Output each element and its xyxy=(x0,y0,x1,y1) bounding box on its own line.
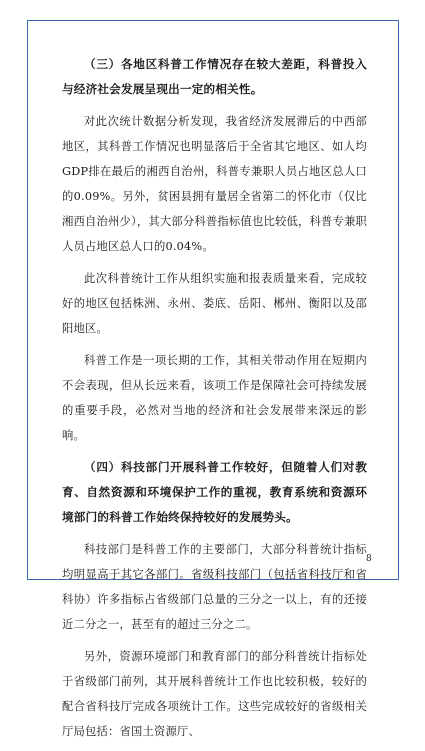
document-body xyxy=(62,52,367,751)
section-heading-4: （四）科技部门开展科普工作较好，但随着人们对教育、自然资源和环境保护工作的重视，教育系统和资源环境部门的科普工作始终保持较好的发展势头。 xyxy=(62,460,367,524)
paragraph-5: 另外，资源环境部门和教育部门的部分科普统计指标处于省级部门前列，其开展科普统计工作也比较积极，较好的配合省科技厅完成各项统计工作。这些完成较好的省级相关厅局包括：省国土资源厅、 xyxy=(62,650,367,738)
paragraph-4: 科技部门是科普工作的主要部门，大部分科普统计指标均明显高于其它各部门。省级科技部门（包括省科技厅和省科协）许多指标占省级部门总量的三分之一以上，有的还接近二分之一，甚至有的超过三分之二。 xyxy=(62,543,367,631)
section-heading-3: （三）各地区科普工作情况存在较大差距，科普投入与经济社会发展呈现出一定的相关性。 xyxy=(62,57,367,96)
paragraph-3: 科普工作是一项长期的工作，其相关带动作用在短期内不会表现，但从长远来看，该项工作是保障社会可持续发展的重要手段，必然对当地的经济和社会发展带来深远的影响。 xyxy=(62,354,367,442)
paragraph-1: 对此次统计数据分析发现，我省经济发展滞后的中西部地区，其科普工作情况也明显落后于全省其它地区、如人均GDP排在最后的湘西自治州，科普专兼职人员占地区总人口的0.09%。另外，贫困县拥有量居全省第二的怀化市（仅比湘西自治州少），其大部分科普指标值也比较低，科普专兼职人员占地区总人口的0.04%。 xyxy=(62,115,367,253)
paragraph-2: 此次科普统计工作从组织实施和报表质量来看，完成较好的地区包括株洲、永州、娄底、岳阳、郴州、衡阳以及邵阳地区。 xyxy=(62,272,367,335)
page-number: 8 xyxy=(366,554,372,564)
